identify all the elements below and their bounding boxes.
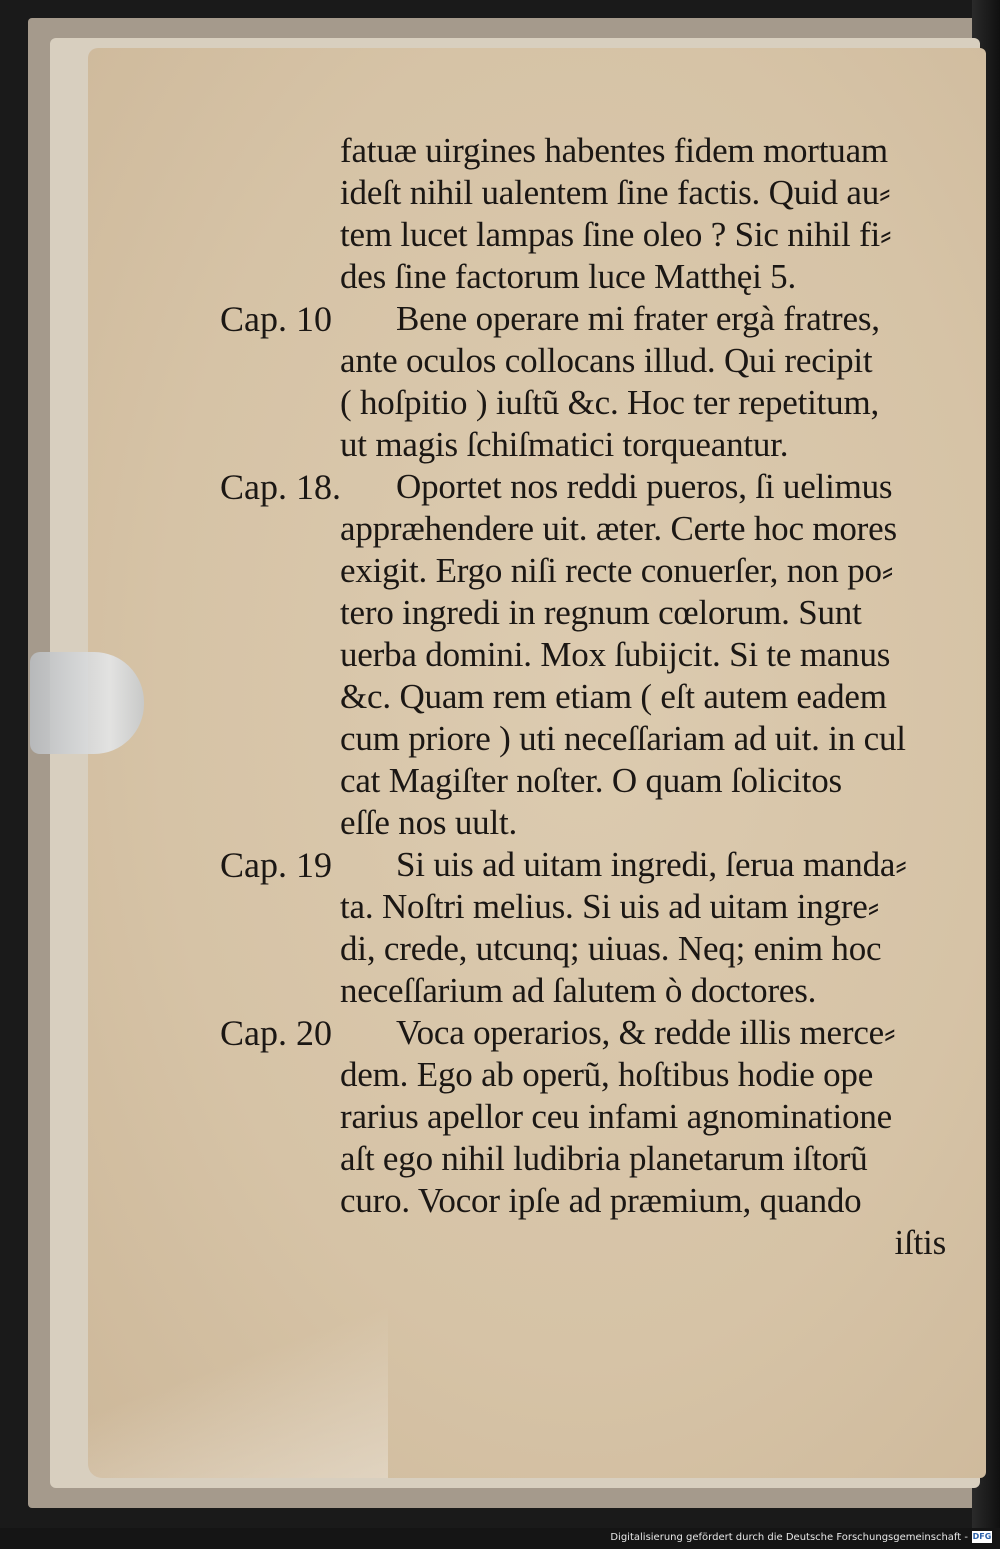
- text-line: Oportet nos reddi pueros, ſi uelimus: [396, 467, 893, 506]
- chapter-label: Cap. 18.: [220, 467, 341, 507]
- chapter-label: Cap. 10: [220, 299, 332, 339]
- text-line: exigit. Ergo niſi recte conuerſer, non po⸗: [340, 551, 894, 590]
- text-line: ante oculos collocans illud. Qui recipit: [340, 341, 873, 380]
- text-line: Si uis ad uitam ingredi, ſerua manda⸗: [396, 845, 907, 884]
- catchword: iſtis: [894, 1223, 946, 1262]
- text-line: ( hoſpitio ) iuſtũ &c. Hoc ter repetitum,: [340, 383, 880, 422]
- text-line: cum priore ) uti neceſſariam ad uit. in cul: [340, 719, 906, 758]
- text-entry: [220, 130, 960, 298]
- text-line: tero ingredi in regnum cœlorum. Sunt: [340, 593, 862, 632]
- text-line: appræhendere uit. æter. Certe hoc mores: [340, 509, 897, 548]
- text-line: ideſt nihil ualentem ſine factis. Quid au⸗: [340, 173, 891, 212]
- chapter-entry: [220, 1012, 960, 1264]
- page-worn-corner: [88, 1300, 388, 1478]
- chapter-label: Cap. 19: [220, 845, 332, 885]
- text-line: Bene operare mi frater ergà fratres,: [396, 299, 880, 338]
- footer-credit: [610, 1529, 992, 1545]
- text-line: cat Magiſter noſter. O quam ſolicitos: [340, 761, 842, 800]
- text-line: aſt ego nihil ludibria planetarum iſtorũ: [340, 1139, 868, 1178]
- text-line: fatuæ uirgines habentes fidem mortuam: [340, 131, 888, 170]
- text-line: &c. Quam rem etiam ( eſt autem eadem: [340, 677, 887, 716]
- page-clip: [30, 652, 144, 754]
- dfg-logo-icon: DFG: [972, 1532, 992, 1541]
- text-line: curo. Vocor ipſe ad præmium, quando: [340, 1181, 862, 1220]
- chapter-entry: [220, 298, 960, 466]
- chapter-entry: [220, 844, 960, 1012]
- chapter-label: Cap. 20: [220, 1013, 332, 1053]
- text-line: neceſſarium ad ſalutem ò doctores.: [340, 971, 817, 1010]
- text-line: uerba domini. Mox ſubijcit. Si te manus: [340, 635, 891, 674]
- text-line: rarius apellor ceu infami agnominatione: [340, 1097, 892, 1136]
- text-line: tem lucet lampas ſine oleo ? Sic nihil fi⸗: [340, 215, 892, 254]
- text-line: eſſe nos uult.: [340, 803, 518, 842]
- page-text: [220, 130, 960, 1264]
- text-line: dem. Ego ab operũ, hoſtibus hodie ope: [340, 1055, 874, 1094]
- text-line: di, crede, utcunq; uiuas. Neq; enim hoc: [340, 929, 882, 968]
- text-line: Voca operarios, & redde illis merce⸗: [396, 1013, 896, 1052]
- text-line: ta. Noſtri melius. Si uis ad uitam ingre⸗: [340, 887, 880, 926]
- text-line: ut magis ſchiſmatici torqueantur.: [340, 425, 789, 464]
- chapter-entry: [220, 466, 960, 844]
- text-line: des ſine factorum luce Matthęi 5.: [340, 257, 797, 296]
- footer-text: Digitalisierung gefördert durch die Deutsche Forschungsgemeinschaft -: [610, 1531, 968, 1543]
